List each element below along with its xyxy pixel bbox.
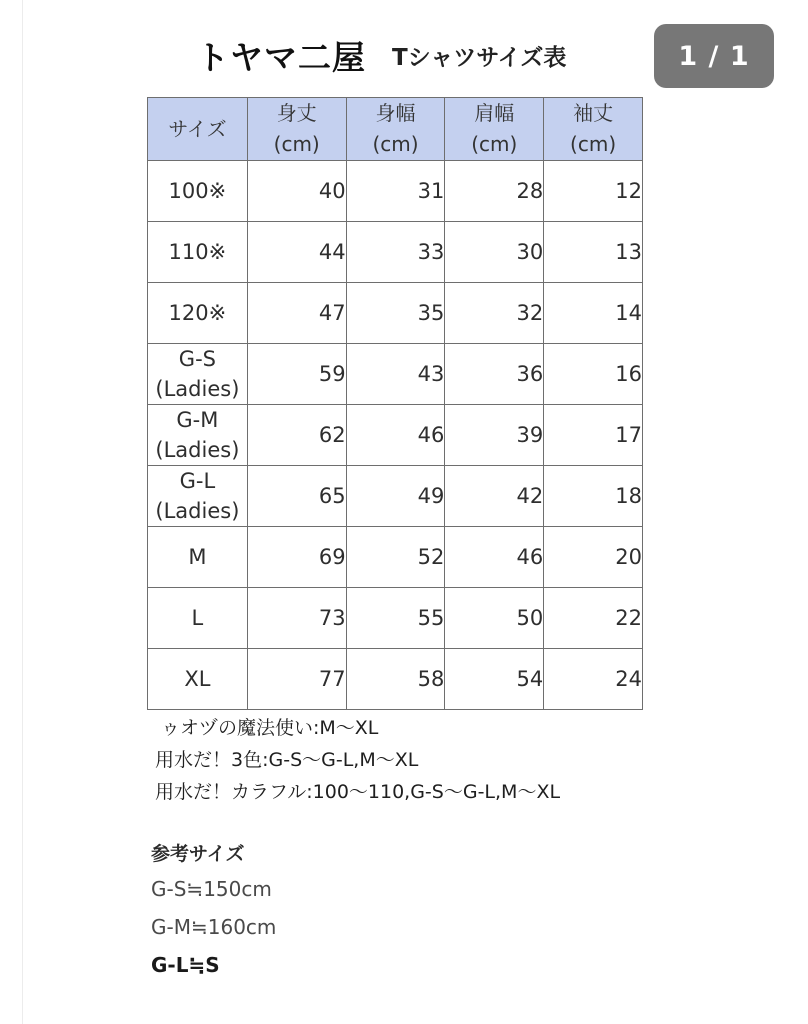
measurement-cell: 73 xyxy=(247,588,346,649)
header-label: 身幅 xyxy=(375,101,416,125)
measurement-cell: 31 xyxy=(346,161,445,222)
size-label: G-M xyxy=(176,408,219,432)
size-label: G-S xyxy=(178,347,216,371)
table-header-row xyxy=(148,98,643,161)
measurement-cell: 12 xyxy=(544,161,643,222)
measurement-cell: 77 xyxy=(247,649,346,710)
measurement-cell: 39 xyxy=(445,405,544,466)
size-cell xyxy=(148,527,248,588)
reference-sizes xyxy=(151,838,276,984)
size-label: 100※ xyxy=(168,179,227,203)
header-label: サイズ xyxy=(168,116,227,141)
size-sublabel: (Ladies) xyxy=(155,499,240,523)
measurement-cell: 24 xyxy=(544,649,643,710)
header-unit: (cm) xyxy=(570,132,617,156)
size-table xyxy=(147,97,643,710)
table-row xyxy=(148,283,643,344)
measurement-cell: 65 xyxy=(247,466,346,527)
note-line: 用水だ！3色:G-S〜G-L,M〜XL xyxy=(155,749,419,771)
header-body-width xyxy=(346,98,445,161)
note-line: ゥオヅの魔法使い:M〜XL xyxy=(161,717,379,739)
measurement-cell: 35 xyxy=(346,283,445,344)
reference-heading: 参考サイズ xyxy=(151,843,245,865)
size-label: L xyxy=(191,606,204,630)
size-cell xyxy=(148,588,248,649)
measurement-cell: 50 xyxy=(445,588,544,649)
table-row xyxy=(148,405,643,466)
header-unit: (cm) xyxy=(372,132,419,156)
table-row xyxy=(148,527,643,588)
size-label: M xyxy=(188,545,207,569)
measurement-cell: 40 xyxy=(247,161,346,222)
measurement-cell: 55 xyxy=(346,588,445,649)
measurement-cell: 22 xyxy=(544,588,643,649)
size-cell xyxy=(148,222,248,283)
header-size xyxy=(148,98,248,161)
measurement-cell: 58 xyxy=(346,649,445,710)
table-row xyxy=(148,466,643,527)
table-row xyxy=(148,649,643,710)
header-length xyxy=(247,98,346,161)
measurement-cell: 28 xyxy=(445,161,544,222)
header-shoulder-width xyxy=(445,98,544,161)
header-sleeve-length xyxy=(544,98,643,161)
size-cell xyxy=(148,466,248,527)
brand-name: トヤマ二屋 xyxy=(196,37,366,77)
measurement-cell: 36 xyxy=(445,344,544,405)
measurement-cell: 49 xyxy=(346,466,445,527)
header-label: 袖丈 xyxy=(573,101,614,125)
measurement-cell: 46 xyxy=(445,527,544,588)
size-cell xyxy=(148,161,248,222)
table-row xyxy=(148,222,643,283)
page-title xyxy=(196,30,566,80)
size-label: XL xyxy=(184,667,211,691)
size-sublabel: (Ladies) xyxy=(155,377,240,401)
measurement-cell: 20 xyxy=(544,527,643,588)
header-unit: (cm) xyxy=(273,132,320,156)
measurement-cell: 43 xyxy=(346,344,445,405)
measurement-cell: 18 xyxy=(544,466,643,527)
size-sublabel: (Ladies) xyxy=(155,438,240,462)
page-indicator: 1 / 1 xyxy=(654,24,774,88)
measurement-cell: 33 xyxy=(346,222,445,283)
measurement-cell: 54 xyxy=(445,649,544,710)
size-cell xyxy=(148,405,248,466)
measurement-cell: 30 xyxy=(445,222,544,283)
size-label: 110※ xyxy=(168,240,227,264)
measurement-cell: 32 xyxy=(445,283,544,344)
table-row xyxy=(148,161,643,222)
table-row xyxy=(148,344,643,405)
size-cell xyxy=(148,344,248,405)
measurement-cell: 16 xyxy=(544,344,643,405)
measurement-cell: 62 xyxy=(247,405,346,466)
measurement-cell: 13 xyxy=(544,222,643,283)
title-subtitle: Tシャツサイズ表 xyxy=(392,44,567,71)
reference-item: G-S≒150cm xyxy=(151,877,272,901)
measurement-cell: 17 xyxy=(544,405,643,466)
note-line: 用水だ！カラフル:100〜110,G-S〜G-L,M〜XL xyxy=(155,781,561,803)
measurement-cell: 42 xyxy=(445,466,544,527)
size-label: G-L xyxy=(179,469,216,493)
reference-item: G-L≒S xyxy=(151,953,220,977)
measurement-cell: 14 xyxy=(544,283,643,344)
measurement-cell: 44 xyxy=(247,222,346,283)
measurement-cell: 69 xyxy=(247,527,346,588)
measurement-cell: 59 xyxy=(247,344,346,405)
reference-item: G-M≒160cm xyxy=(151,915,277,939)
page-edge-line xyxy=(22,0,23,1024)
header-label: 身丈 xyxy=(276,101,317,125)
measurement-cell: 47 xyxy=(247,283,346,344)
measurement-cell: 52 xyxy=(346,527,445,588)
size-cell xyxy=(148,283,248,344)
header-label: 肩幅 xyxy=(474,101,515,125)
size-cell xyxy=(148,649,248,710)
availability-notes xyxy=(155,712,560,808)
measurement-cell: 46 xyxy=(346,405,445,466)
table-row xyxy=(148,588,643,649)
header-unit: (cm) xyxy=(471,132,518,156)
size-label: 120※ xyxy=(168,301,227,325)
